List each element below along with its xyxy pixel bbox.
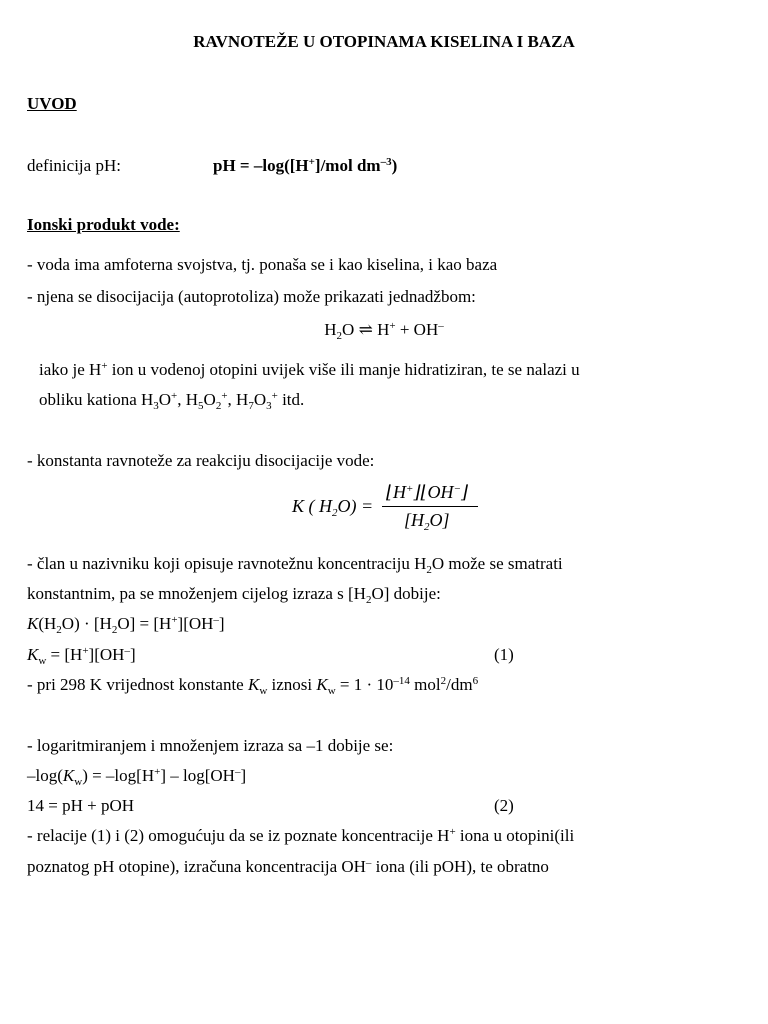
line-disocijacija: - njena se disocijacija (autoprotoliza) može prikazati jednadžbom: (27, 287, 476, 306)
k-numerator: ⌊H+⌋⌊OH−⌋ (386, 482, 468, 502)
equation-number-2: (2) (494, 796, 514, 815)
para-relacije-line1: - relacije (1) i (2) omogućuju da se iz poznate koncentracije H+ iona u otopini(ili (27, 826, 575, 845)
equilibrium-arrow: ⇌ (358, 320, 373, 339)
line-logaritmiranjem: - logaritmiranjem i množenjem izraza sa –1 dobije se: (27, 736, 394, 755)
dissociation-equation: $H_2O$ ⇌ H+ + OH– (324, 320, 444, 342)
para-iako-line2: obliku kationa $H_3O^+$, $H_5O_2^+$, $H_7O_3^+$ itd. (39, 390, 305, 412)
document-title: RAVNOTEŽE U OTOPINAMA KISELINA I BAZA (193, 32, 575, 51)
equation-14: 14 = pH + pOH (27, 796, 135, 815)
equation-log: $-\log(K_w) = -\log[H^+] - \log[OH^-]$ (27, 766, 247, 788)
equation-k-h2o: $K(H_2O) \cdot [H_2O] = [H^+][OH^-]$ (27, 614, 225, 636)
line-amfoterna: - voda ima amfoterna svojstva, tj. ponaša se i kao kiselina, i kao baza (27, 255, 498, 274)
ph-definition-formula: pH = –log([H+]/mol $dm^{-3}$) (213, 156, 398, 175)
equation-number-1: (1) (494, 645, 514, 664)
fraction-bar (382, 506, 478, 507)
equation-kw: $K_w = [H^+][OH^-]$ (27, 645, 136, 667)
para-clan-line2: konstantnim, pa se množenjem cijelog izraza s $[H_2O]$ dobije: (27, 584, 441, 606)
ph-definition-label: definicija pH: (27, 156, 121, 175)
para-clan-line1: - član u nazivniku koji opisuje ravnotežnu koncentraciju $H_2O$ može se smatrati (27, 554, 563, 576)
k-denominator: $[H_2O]$ (404, 510, 450, 533)
k-lhs: K ( $H_2O$) = (292, 496, 374, 519)
line-konstanta: - konstanta ravnoteže za reakciju disocijacije vode: (27, 451, 375, 470)
para-iako-line1: iako je H+ ion u vodenoj otopini uvijek više ili manje hidratiziran, te se nalazi u (39, 360, 580, 379)
heading-ionski-produkt: Ionski produkt vode: (27, 215, 180, 234)
para-relacije-line2: poznatog pH otopine), izračuna koncentracija OH– iona (ili pOH), te obratno (27, 857, 549, 876)
line-298k: - pri 298 K vrijednost konstante $K_w$ iznosi $K_w = 1 \cdot 10^{-14}$ $mol^2/dm^6$ (27, 675, 479, 697)
heading-uvod: UVOD (27, 94, 77, 113)
